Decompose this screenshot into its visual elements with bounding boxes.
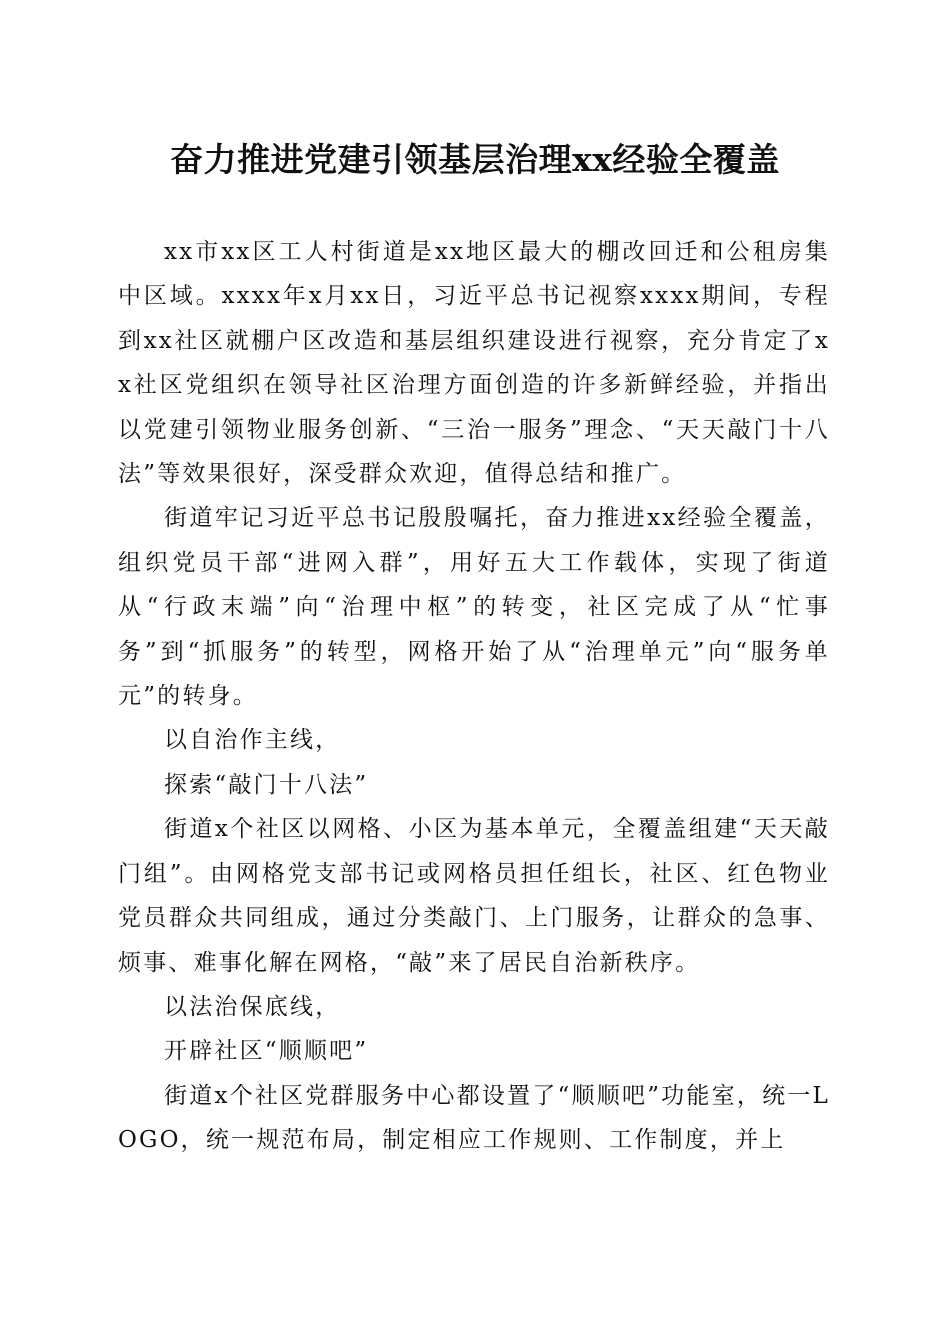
document-body	[118, 230, 830, 1163]
paragraph-knock: 街道x个社区以网格、小区为基本单元，全覆盖组建“天天敲门组”。由网格党支部书记或网格员担任组长，社区、红色物业党员群众共同组成，通过分类敲门、上门服务，让群众的急事、烦事、难事化解在网格，“敲”来了居民自治新秩序。	[118, 816, 830, 976]
section-heading-autonomy: 以自治作主线，	[164, 727, 341, 754]
document-title: 奋力推进党建引领基层治理xx经验全覆盖	[170, 140, 780, 179]
section-subheading-shunshun: 开辟社区“顺顺吧”	[164, 1038, 369, 1065]
paragraph-summary: 街道牢记习近平总书记殷殷嘱托，奋力推进xx经验全覆盖，组织党员干部“进网入群”，用好五大工作载体，实现了街道从“行政末端”向“治理中枢”的转变，社区完成了从“忙事务”到“抓服务”的转型，网格开始了从“治理单元”向“服务单元”的转身。	[118, 505, 830, 710]
section-subheading-knock: 探索“敲门十八法”	[164, 771, 369, 798]
paragraph-shunshun: 街道x个社区党群服务中心都设置了“顺顺吧”功能室，统一LOGO，统一规范布局，制定相应工作规则、工作制度，并上	[118, 1082, 830, 1154]
section-heading-rule-of-law: 以法治保底线，	[164, 993, 341, 1020]
paragraph-intro: xx市xx区工人村街道是xx地区最大的棚改回迁和公租房集中区域。xxxx年x月xx日，习近平总书记视察xxxx期间，专程到xx社区就棚户区改造和基层组织建设进行视察，充分肯定了xx社区党组织在领导社区治理方面创造的许多新鲜经验，并指出以党建引领物业服务创新、“三治一服务”理念、“天天敲门十八法”等效果很好，深受群众欢迎，值得总结和推广。	[118, 239, 830, 488]
